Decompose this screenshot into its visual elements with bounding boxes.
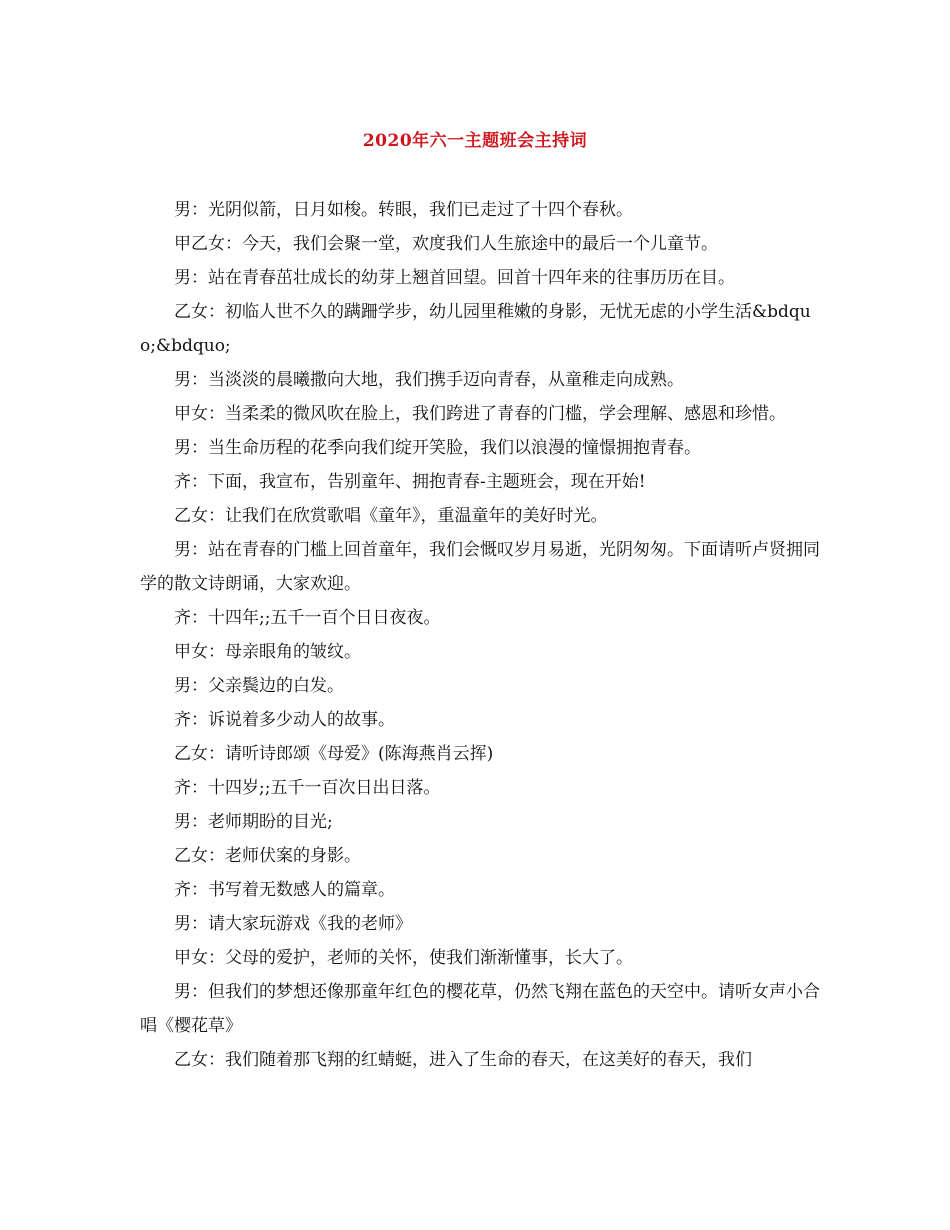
paragraph: 甲乙女：今天，我们会聚一堂，欢度我们人生旅途中的最后一个儿童节。 — [174, 234, 718, 254]
paragraph: 齐：下面，我宣布，告别童年、拥抱青春-主题班会，现在开始! — [174, 472, 646, 492]
paragraph: 男：当淡淡的晨曦撒向大地，我们携手迈向青春，从童稚走向成熟。 — [174, 370, 684, 390]
paragraph: 男：站在青春的门槛上回首童年，我们会慨叹岁月易逝，光阴匆匆。下面请听卢贤拥同学的散文诗朗诵，大家欢迎。 — [140, 540, 820, 594]
paragraph: 男：但我们的梦想还像那童年红色的樱花草，仍然飞翔在蓝色的天空中。请听女声小合唱《樱花草》 — [140, 982, 820, 1036]
paragraph: 男：请大家玩游戏《我的老师》 — [174, 914, 412, 934]
paragraph: 乙女：初临人世不久的蹒跚学步，幼儿园里稚嫩的身影，无忧无虑的小学生活&bdquo;&bdquo; — [140, 302, 811, 356]
document-title: 2020年六一主题班会主持词 — [362, 131, 588, 151]
document-body — [140, 193, 820, 1077]
paragraph: 男：站在青春茁壮成长的幼芽上翘首回望。回首十四年来的往事历历在目。 — [174, 268, 735, 288]
paragraph: 甲女：母亲眼角的皱纹。 — [174, 642, 361, 662]
paragraph: 齐：十四年;;五千一百个日日夜夜。 — [174, 608, 441, 628]
paragraph: 甲女：父母的爱护，老师的关怀，使我们渐渐懂事，长大了。 — [174, 948, 633, 968]
paragraph: 乙女：我们随着那飞翔的红蜻蜓，进入了生命的春天，在这美好的春天，我们 — [174, 1050, 752, 1070]
paragraph: 乙女：让我们在欣赏歌唱《童年》，重温童年的美好时光。 — [174, 506, 608, 526]
paragraph: 齐：书写着无数感人的篇章。 — [174, 880, 395, 900]
paragraph: 男：当生命历程的花季向我们绽开笑脸，我们以浪漫的憧憬拥抱青春。 — [174, 438, 701, 458]
paragraph: 男：光阴似箭，日月如梭。转眼，我们已走过了十四个春秋。 — [174, 200, 633, 220]
paragraph: 乙女：请听诗郎颂《母爱》(陈海燕肖云挥) — [174, 744, 494, 764]
paragraph: 齐：十四岁;;五千一百次日出日落。 — [174, 778, 441, 798]
paragraph: 乙女：老师伏案的身影。 — [174, 846, 361, 866]
paragraph: 男：父亲鬓边的白发。 — [174, 676, 344, 696]
paragraph: 男：老师期盼的目光; — [174, 812, 333, 832]
paragraph: 齐：诉说着多少动人的故事。 — [174, 710, 395, 730]
paragraph: 甲女：当柔柔的微风吹在脸上，我们跨进了青春的门槛，学会理解、感恩和珍惜。 — [174, 404, 786, 424]
